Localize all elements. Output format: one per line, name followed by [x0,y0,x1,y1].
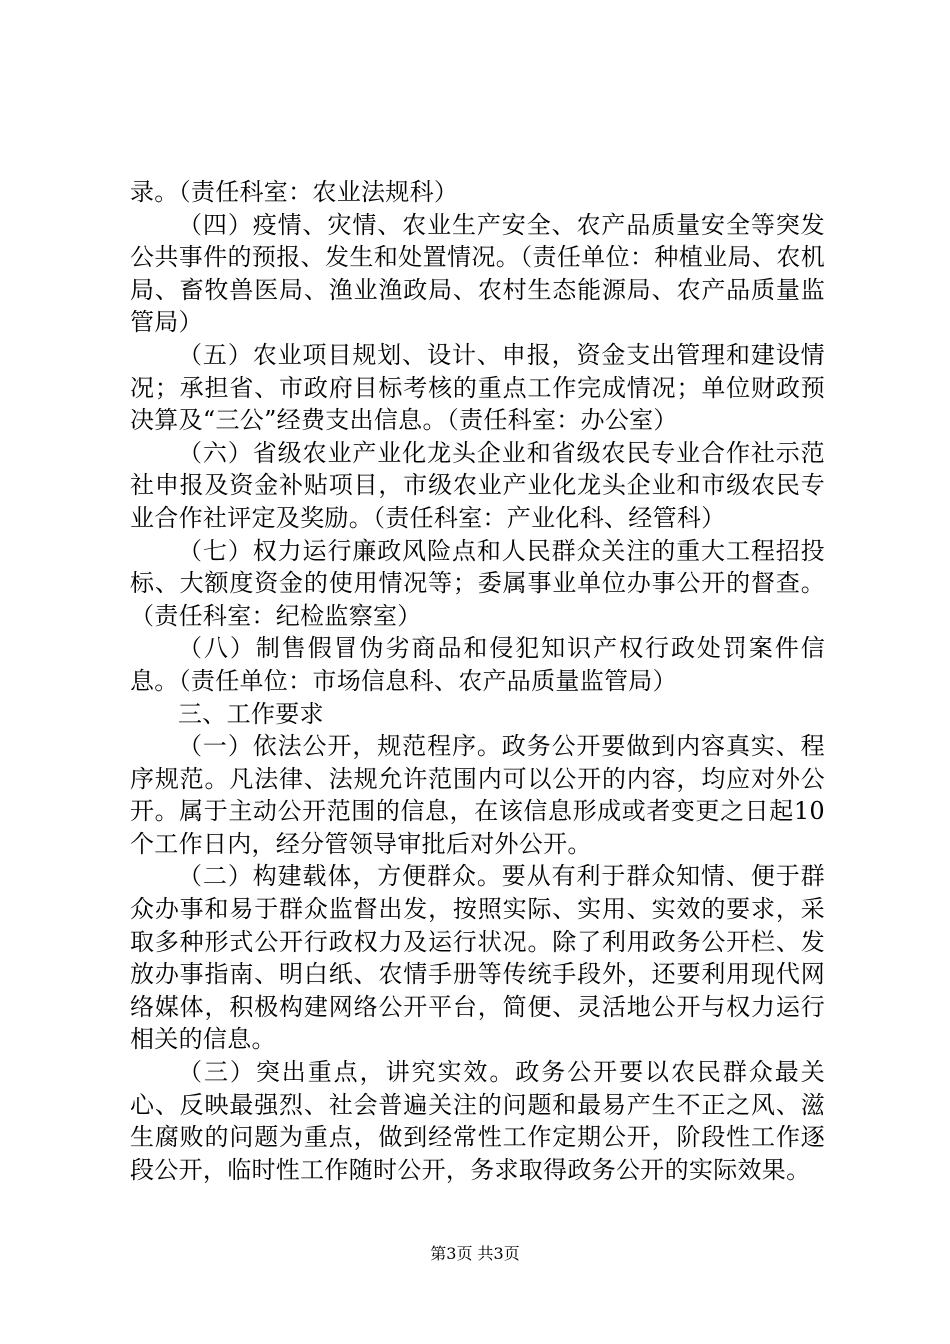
paragraph-item-6: （六）省级农业产业化龙头企业和省级农民专业合作社示范社申报及资金补贴项目，市级农业产业化龙头企业和市级农民专业合作社评定及奖励。（责任科室：产业化科、经管科） [130,438,825,532]
paragraph-item-5: （五）农业项目规划、设计、申报，资金支出管理和建设情况；承担省、市政府目标考核的重点工作完成情况；单位财政预决算及“三公”经费支出信息。（责任科室：办公室） [130,340,825,435]
paragraph-item-7: （七）权力运行廉政风险点和人民群众关注的重大工程招投标、大额度资金的使用情况等；委属事业单位办事公开的督查。（责任科室：纪检监察室） [130,536,825,630]
paragraph-requirement-3: （三）突出重点，讲究实效。政务公开要以农民群众最关心、反映最强烈、社会普遍关注的问题和最易产生不正之风、滋生腐败的问题为重点，做到经常性工作定期公开，阶段性工作逐段公开，临时性工作随时公开，务求取得政务公开的实际效果。 [130,1058,825,1184]
paragraph-item-8: （八）制售假冒伪劣商品和侵犯知识产权行政处罚案件信息。（责任单位：市场信息科、农产品质量监管局） [130,634,825,695]
document-body [130,176,825,1186]
page-number-footer: 第3页 共3页 [430,1244,520,1263]
paragraph-requirement-1: （一）依法公开，规范程序。政务公开要做到内容真实、程序规范。凡法律、法规允许范围内可以公开的内容，均应对外公开。属于主动公开范围的信息，在该信息形成或者变更之日起10个工作日内，经分管领导审批后对外公开。 [130,732,825,858]
paragraph-requirement-2: （二）构建载体，方便群众。要从有利于群众知情、便于群众办事和易于群众监督出发，按照实际、实用、实效的要求，采取多种形式公开行政权力及运行状况。除了利用政务公开栏、发放办事指南、明白纸、农情手册等传统手段外，还要利用现代网络媒体，积极构建网络公开平台，简便、灵活地公开与权力运行相关的信息。 [130,862,825,1054]
section-heading-work-requirements: 三、工作要求 [178,699,324,728]
paragraph-item-4: （四）疫情、灾情、农业生产安全、农产品质量安全等突发公共事件的预报、发生和处置情况。（责任单位：种植业局、农机局、畜牧兽医局、渔业渔政局、农村生态能源局、农产品质量监管局） [130,210,825,337]
paragraph-continuation: 录。（责任科室：农业法规科） [130,178,459,206]
